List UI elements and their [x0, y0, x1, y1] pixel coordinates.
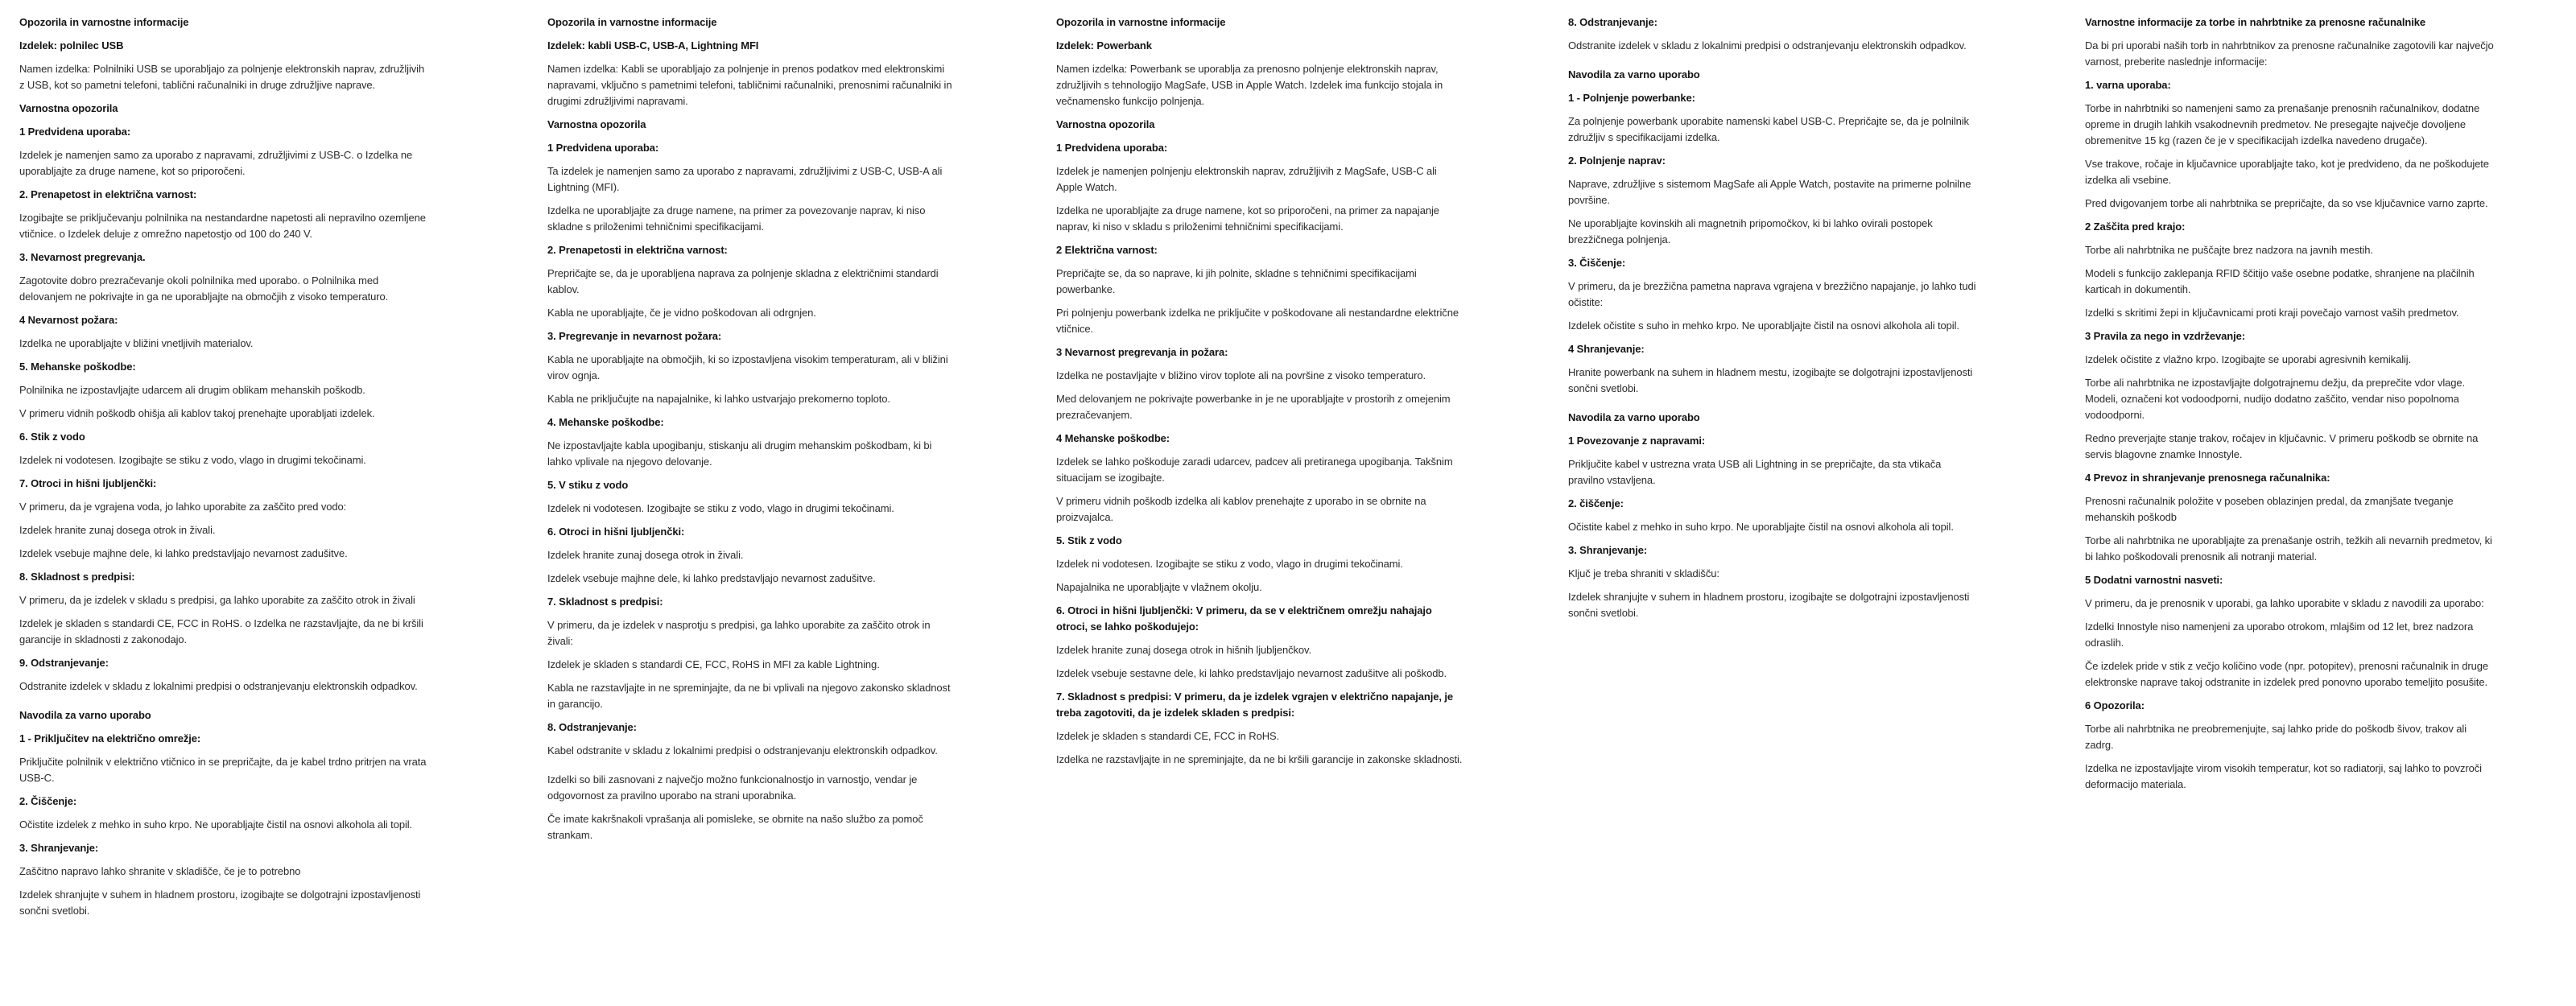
paragraph: V primeru, da je prenosnik v uporabi, ga lahko uporabite v skladu z navodili za uporabo: — [2085, 597, 2484, 609]
paragraph: Izdelek očistite z vlažno krpo. Izogibajte se uporabi agresivnih kemikalij. — [2085, 353, 2412, 365]
paragraph: Izdelek hranite zunaj dosega otrok in živali. — [19, 524, 216, 536]
section-heading: Opozorila in varnostne informacije — [1056, 16, 1226, 28]
paragraph: Ne izpostavljajte kabla upogibanju, stiskanju ali drugim mehanskim poškodbam, ki bi lahko vplivale na njegovo delovanje. — [547, 439, 932, 468]
paragraph: V primeru vidnih poškodb ohišja ali kablov takoj prenehajte uporabljati izdelek. — [19, 407, 375, 419]
section-heading: 4 Prevoz in shranjevanje prenosnega računalnika: — [2085, 472, 2330, 484]
paragraph: Odstranite izdelek v skladu z lokalnimi predpisi o odstranjevanju elektronskih odpadkov. — [19, 680, 418, 692]
paragraph: Polnilnika ne izpostavljajte udarcem ali drugim oblikam mehanskih poškodb. — [19, 384, 365, 396]
paragraph: Prepričajte se, da je uporabljena naprava za polnjenje skladna z električnimi standardi kablov. — [547, 267, 939, 295]
paragraph: Izdelki so bili zasnovani z največjo možno funkcionalnostjo in varnostjo, vendar je odgovornost za pravilno uporabo na strani uporabnika. — [547, 773, 918, 802]
paragraph: Kabla ne uporabljajte na območjih, ki so izpostavljena visokim temperaturam, ali v bližini virov ognja. — [547, 353, 948, 381]
section-heading: 1 Predvidena uporaba: — [19, 126, 131, 138]
section-heading: 2 Električna varnost: — [1056, 244, 1158, 256]
paragraph: Izdelka ne postavljajte v bližino virov toplote ali na površine z visoko temperaturo. — [1056, 369, 1426, 381]
paragraph: Modeli s funkcijo zaklepanja RFID ščitijo vaše osebne podatke, shranjene na plačilnih karticah in dokumentih. — [2085, 267, 2475, 295]
paragraph: Izogibajte se priključevanju polnilnika na nestandardne napetosti ali nepravilno ozemljene vtičnice. o Izdelek deluje z omrežno napetostjo od 100 do 240 V. — [19, 212, 426, 240]
section-heading: Opozorila in varnostne informacije — [547, 16, 717, 28]
paragraph: Namen izdelka: Kabli se uporabljajo za polnjenje in prenos podatkov med elektronskimi napravami, vključno s pametnimi telefoni, tabličnimi računalniki, prenosnimi računalniki in drugimi združljivimi napravami. — [547, 63, 952, 107]
paragraph: Pri polnjenju powerbank izdelka ne priključite v poškodovane ali nestandardne električne vtičnice. — [1056, 307, 1459, 335]
section-heading: 7. Skladnost s predpisi: — [547, 596, 663, 608]
paragraph: Izdelka ne uporabljajte za druge namene, kot so priporočeni, na primer za napajanje naprav, ki niso v skladu s priloženimi tehničnimi specifikacijami. — [1056, 204, 1439, 233]
section-heading: 4 Nevarnost požara: — [19, 314, 118, 326]
section-heading: 1 - Priključitev na električno omrežje: — [19, 732, 201, 744]
paragraph: Ta izdelek je namenjen samo za uporabo z napravami, združljivimi z USB-C, USB-A ali Lightning (MFI). — [547, 165, 943, 193]
section-heading: Varnostne informacije za torbe in nahrbtnike za prenosne računalnike — [2085, 16, 2426, 28]
column-usb-charger — [19, 0, 428, 926]
paragraph: Redno preverjajte stanje trakov, ročajev in ključavnic. V primeru poškodb se obrnite na servis blagovne znamke Innostyle. — [2085, 432, 2479, 460]
paragraph: Izdelka ne izpostavljajte virom visokih temperatur, kot so radiatorji, saj lahko to povzroči deformacijo materiala. — [2085, 762, 2482, 790]
section-heading: 2 Zaščita pred krajo: — [2085, 221, 2186, 233]
paragraph: V primeru, da je izdelek v skladu s predpisi, ga lahko uporabite za zaščito otrok in živali — [19, 594, 415, 606]
section-heading: Varnostna opozorila — [19, 102, 118, 114]
paragraph: Za polnjenje powerbank uporabite namenski kabel USB-C. Prepričajte se, da je polnilnik združljiv s specifikacijami izdelka. — [1568, 115, 1969, 143]
paragraph: Torbe ali nahrbtnika ne puščajte brez nadzora na javnih mestih. — [2085, 244, 2373, 256]
paragraph: Izdelek hranite zunaj dosega otrok in živali. — [547, 549, 744, 561]
paragraph: Izdelek je skladen s standardi CE, FCC, RoHS in MFI za kable Lightning. — [547, 658, 880, 670]
section-heading: 2. Prenapetost in električna varnost: — [19, 188, 197, 200]
section-heading: 1. varna uporaba: — [2085, 79, 2171, 91]
section-heading: Navodila za varno uporabo — [1568, 68, 1700, 80]
section-heading: 1 Predvidena uporaba: — [1056, 142, 1168, 154]
section-heading: 3. Pregrevanje in nevarnost požara: — [547, 330, 722, 342]
paragraph: Izdelek je namenjen polnjenju elektronskih naprav, združljivih z MagSafe, USB-C ali Apple Watch. — [1056, 165, 1437, 193]
paragraph: Izdelek je skladen s standardi CE, FCC in RoHS. — [1056, 730, 1280, 742]
section-heading: 1 Predvidena uporaba: — [547, 142, 659, 154]
paragraph: Izdelek hranite zunaj dosega otrok in hišnih ljubljenčkov. — [1056, 644, 1311, 656]
paragraph: Zaščitno napravo lahko shranite v skladišče, če je to potrebno — [19, 865, 301, 877]
section-heading: 2. Polnjenje naprav: — [1568, 155, 1666, 167]
section-heading: 6. Otroci in hišni ljubljenčki: V primeru, da se v električnem omrežju nahajajo otroci, se lahko poškodujejo: — [1056, 604, 1432, 633]
paragraph: Torbe ali nahrbtnika ne uporabljajte za prenašanje ostrih, težkih ali nevarnih predmetov, ki bi lahko poškodovali prenosnik ali notranji material. — [2085, 534, 2492, 563]
section-heading: Varnostna opozorila — [1056, 118, 1155, 130]
paragraph: Med delovanjem ne pokrivajte powerbanke in je ne uporabljajte v prostorih z omejenim prezračevanjem. — [1056, 393, 1451, 421]
paragraph: V primeru, da je brezžična pametna naprava vgrajena v brezžično napajanje, jo lahko tudi očistite: — [1568, 280, 1976, 308]
paragraph: Izdelki Innostyle niso namenjeni za uporabo otrokom, mlajšim od 12 let, brez nadzora odraslih. — [2085, 621, 2474, 649]
paragraph: Zagotovite dobro prezračevanje okoli polnilnika med uporabo. o Polnilnika med delovanjem ne pokrivajte in ga ne uporabljajte na območjih z visoko temperaturo. — [19, 274, 389, 303]
paragraph: V primeru vidnih poškodb izdelka ali kablov prenehajte z uporabo in se obrnite na proizvajalca. — [1056, 495, 1426, 523]
section-heading: 3. Shranjevanje: — [1568, 544, 1648, 556]
section-heading: 4 Mehanske poškodbe: — [1056, 432, 1170, 444]
section-heading: 5 Dodatni varnostni nasveti: — [2085, 574, 2223, 586]
paragraph: Torbe ali nahrbtnika ne izpostavljajte dolgotrajnemu dežju, da preprečite vdor vlage. Modeli, označeni kot vodoodporni, nudijo dodatno zaščito, vendar niso popolnoma vodoodporni. — [2085, 377, 2466, 421]
section-heading: 2. Prenapetosti in električna varnost: — [547, 244, 728, 256]
paragraph: Odstranite izdelek v skladu z lokalnimi predpisi o odstranjevanju elektronskih odpadkov. — [1568, 39, 1967, 52]
section-heading: Izdelek: polnilec USB — [19, 39, 124, 52]
paragraph: Očistite kabel z mehko in suho krpo. Ne uporabljajte čistil na osnovi alkohola ali topil. — [1568, 521, 1954, 533]
paragraph: Ključ je treba shraniti v skladišču: — [1568, 567, 1719, 579]
section-heading: 5. V stiku z vodo — [547, 479, 629, 491]
section-heading: 5. Stik z vodo — [1056, 534, 1122, 546]
section-heading: 8. Odstranjevanje: — [1568, 16, 1657, 28]
section-heading: 6 Opozorila: — [2085, 699, 2145, 711]
paragraph: Napajalnika ne uporabljajte v vlažnem okolju. — [1056, 581, 1262, 593]
section-heading: 7. Skladnost s predpisi: V primeru, da je izdelek vgrajen v električno napajanje, je treba zagotoviti, da je izdelek skladen s predpisi: — [1056, 691, 1454, 719]
section-heading: 6. Stik z vodo — [19, 431, 85, 443]
section-heading: 3 Pravila za nego in vzdrževanje: — [2085, 330, 2246, 342]
paragraph: Izdelek ni vodotesen. Izogibajte se stiku z vodo, vlago in drugimi tekočinami. — [1056, 558, 1403, 570]
section-heading: 3. Shranjevanje: — [19, 842, 99, 854]
section-heading: 2. čiščenje: — [1568, 497, 1624, 509]
paragraph: Izdelek shranjujte v suhem in hladnem prostoru, izogibajte se dolgotrajni izpostavljenosti sončni svetlobi. — [19, 888, 421, 917]
paragraph: Da bi pri uporabi naših torb in nahrbtnikov za prenosne računalnike zagotovili kar največjo varnost, preberite naslednje informacije: — [2085, 39, 2494, 68]
paragraph: Izdelek je namenjen samo za uporabo z napravami, združljivimi z USB-C. o Izdelka ne uporabljajte za druge namene, kot so priporočeni. — [19, 149, 413, 177]
paragraph: Kabel odstranite v skladu z lokalnimi predpisi o odstranjevanju elektronskih odpadkov. — [547, 744, 938, 757]
section-heading: 7. Otroci in hišni ljubljenčki: — [19, 477, 157, 489]
section-heading: 2. Čiščenje: — [19, 795, 77, 807]
paragraph: Naprave, združljive s sistemom MagSafe ali Apple Watch, postavite na primerne polnilne površine. — [1568, 178, 1971, 206]
paragraph: Izdelek ni vodotesen. Izogibajte se stiku z vodo, vlago in drugimi tekočinami. — [547, 502, 894, 514]
section-heading: 1 - Polnjenje powerbanke: — [1568, 92, 1695, 104]
paragraph: Izdelka ne uporabljajte za druge namene, na primer za povezovanje naprav, ki niso skladne s priloženimi tehničnimi specifikacijami. — [547, 204, 926, 233]
paragraph: Če imate kakršnakoli vprašanja ali pomisleke, se obrnite na našo službo za pomoč strankam. — [547, 813, 923, 841]
section-heading: 4. Mehanske poškodbe: — [547, 416, 664, 428]
paragraph: Torbe in nahrbtniki so namenjeni samo za prenašanje prenosnih računalnikov, dodatne opreme in drugih lahkih vsakodnevnih predmetov. Ne presegajte največje dovoljene obremenitve 15 kg (razen če je v specifikacijah izdelka navedeno drugače). — [2085, 102, 2480, 146]
paragraph: Kabla ne priključujte na napajalnike, ki lahko ustvarjajo prekomerno toploto. — [547, 393, 890, 405]
paragraph: Ne uporabljajte kovinskih ali magnetnih pripomočkov, ki bi lahko ovirali postopek brezžičnega polnjenja. — [1568, 217, 1933, 245]
paragraph: Vse trakove, ročaje in ključavnice uporabljajte tako, kot je predvideno, da ne poškodujete izdelka ali vsebine. — [2085, 158, 2489, 186]
paragraph: Hranite powerbank na suhem in hladnem mestu, izogibajte se dolgotrajni izpostavljenosti sončni svetlobi. — [1568, 366, 1973, 394]
paragraph: Izdelek očistite s suho in mehko krpo. Ne uporabljajte čistil na osnovi alkohola ali topil. — [1568, 320, 1959, 332]
paragraph: Izdelek shranjujte v suhem in hladnem prostoru, izogibajte se dolgotrajni izpostavljenosti sončni svetlobi. — [1568, 591, 1970, 619]
section-heading: 4 Shranjevanje: — [1568, 343, 1645, 355]
section-heading: 5. Mehanske poškodbe: — [19, 361, 136, 373]
paragraph: Kabla ne uporabljajte, če je vidno poškodovan ali odrgnjen. — [547, 307, 816, 319]
section-heading: Opozorila in varnostne informacije — [19, 16, 189, 28]
section-heading: Navodila za varno uporabo — [19, 709, 151, 721]
paragraph: V primeru, da je vgrajena voda, jo lahko uporabite za zaščito pred vodo: — [19, 501, 347, 513]
section-heading: 9. Odstranjevanje: — [19, 657, 109, 669]
paragraph: Izdelek vsebuje sestavne dele, ki lahko predstavljajo nevarnost zadušitve ali poškodb. — [1056, 667, 1447, 679]
section-heading: 8. Skladnost s predpisi: — [19, 571, 135, 583]
paragraph: Pred dvigovanjem torbe ali nahrbtnika se prepričajte, da so vse ključavnice varno zaprte. — [2085, 197, 2488, 209]
paragraph: Izdelka ne uporabljajte v bližini vnetljivih materialov. — [19, 337, 254, 349]
paragraph: Namen izdelka: Powerbank se uporablja za prenosno polnjenje elektronskih naprav, združljivih s tehnologijo MagSafe, USB in Apple Watch. Izdelek ima funkcijo stojala in večnamensko funkcijo polnjenja. — [1056, 63, 1443, 107]
paragraph: Izdelek vsebuje majhne dele, ki lahko predstavljajo nevarnost zadušitve. — [547, 572, 876, 584]
section-heading: Izdelek: Powerbank — [1056, 39, 1152, 52]
paragraph: Izdelek je skladen s standardi CE, FCC in RoHS. o Izdelka ne razstavljajte, da ne bi kršili garancije in skladnosti z zakonodajo. — [19, 617, 423, 645]
section-heading: 8. Odstranjevanje: — [547, 721, 637, 733]
paragraph: Kabla ne razstavljajte in ne spreminjajte, da ne bi vplivali na njegovo zakonsko skladnost in garancijo. — [547, 682, 951, 710]
paragraph: Torbe ali nahrbtnika ne preobremenjujte, saj lahko pride do poškodb šivov, trakov ali zadrg. — [2085, 723, 2467, 751]
column-cables — [547, 0, 956, 851]
paragraph: Priključite kabel v ustrezna vrata USB ali Lightning in se prepričajte, da sta vtikača pravilno vstavljena. — [1568, 458, 1942, 486]
section-heading: 1 Povezovanje z napravami: — [1568, 435, 1706, 447]
paragraph: V primeru, da je izdelek v nasprotju s predpisi, ga lahko uporabite za zaščito otrok in živali: — [547, 619, 931, 647]
column-powerbank-and-cable-usage — [1568, 0, 1977, 629]
section-heading: Varnostna opozorila — [547, 118, 646, 130]
paragraph: Izdelka ne razstavljajte in ne spreminjajte, da ne bi kršili garancije in zakonske skladnosti. — [1056, 753, 1463, 765]
paragraph: Izdelek ni vodotesen. Izogibajte se stiku z vodo, vlago in drugimi tekočinami. — [19, 454, 366, 466]
section-heading: Navodila za varno uporabo — [1568, 411, 1700, 423]
section-heading: Izdelek: kabli USB-C, USB-A, Lightning MFI — [547, 39, 759, 52]
section-heading: 3 Nevarnost pregrevanja in požara: — [1056, 346, 1228, 358]
paragraph: Priključite polnilnik v električno vtičnico in se prepričajte, da je kabel trdno pritrjen na vrata USB-C. — [19, 756, 427, 784]
paragraph: Prenosni računalnik položite v poseben oblazinjen predal, da zmanjšate tveganje mehanskih poškodb — [2085, 495, 2454, 523]
paragraph: Izdelki s skritimi žepi in ključavnicami proti kraji povečajo varnost vaših predmetov. — [2085, 307, 2459, 319]
column-laptop-bags — [2085, 0, 2494, 800]
paragraph: Očistite izdelek z mehko in suho krpo. Ne uporabljajte čistil na osnovi alkohola ali topil. — [19, 818, 413, 831]
section-heading: 3. Nevarnost pregrevanja. — [19, 251, 146, 263]
section-heading: 3. Čiščenje: — [1568, 257, 1626, 269]
paragraph: Če izdelek pride v stik z večjo količino vode (npr. potopitev), prenosni računalnik in druge elektronske naprave takoj odstranite in izdelek pred ponovno uporabo temeljito posušite. — [2085, 660, 2488, 688]
paragraph: Prepričajte se, da so naprave, ki jih polnite, skladne s tehničnimi specifikacijami powerbanke. — [1056, 267, 1417, 295]
paragraph: Izdelek se lahko poškoduje zaradi udarcev, padcev ali pretiranega upogibanja. Takšnim situacijam se izogibajte. — [1056, 456, 1453, 484]
section-heading: 6. Otroci in hišni ljubljenčki: — [547, 526, 685, 538]
paragraph: Izdelek vsebuje majhne dele, ki lahko predstavljajo nevarnost zadušitve. — [19, 547, 348, 559]
paragraph: Namen izdelka: Polnilniki USB se uporabljajo za polnjenje elektronskih naprav, združljivih z USB, kot so pametni telefoni, tablični računalniki in druge združljive naprave. — [19, 63, 425, 91]
column-powerbank — [1056, 0, 1465, 775]
